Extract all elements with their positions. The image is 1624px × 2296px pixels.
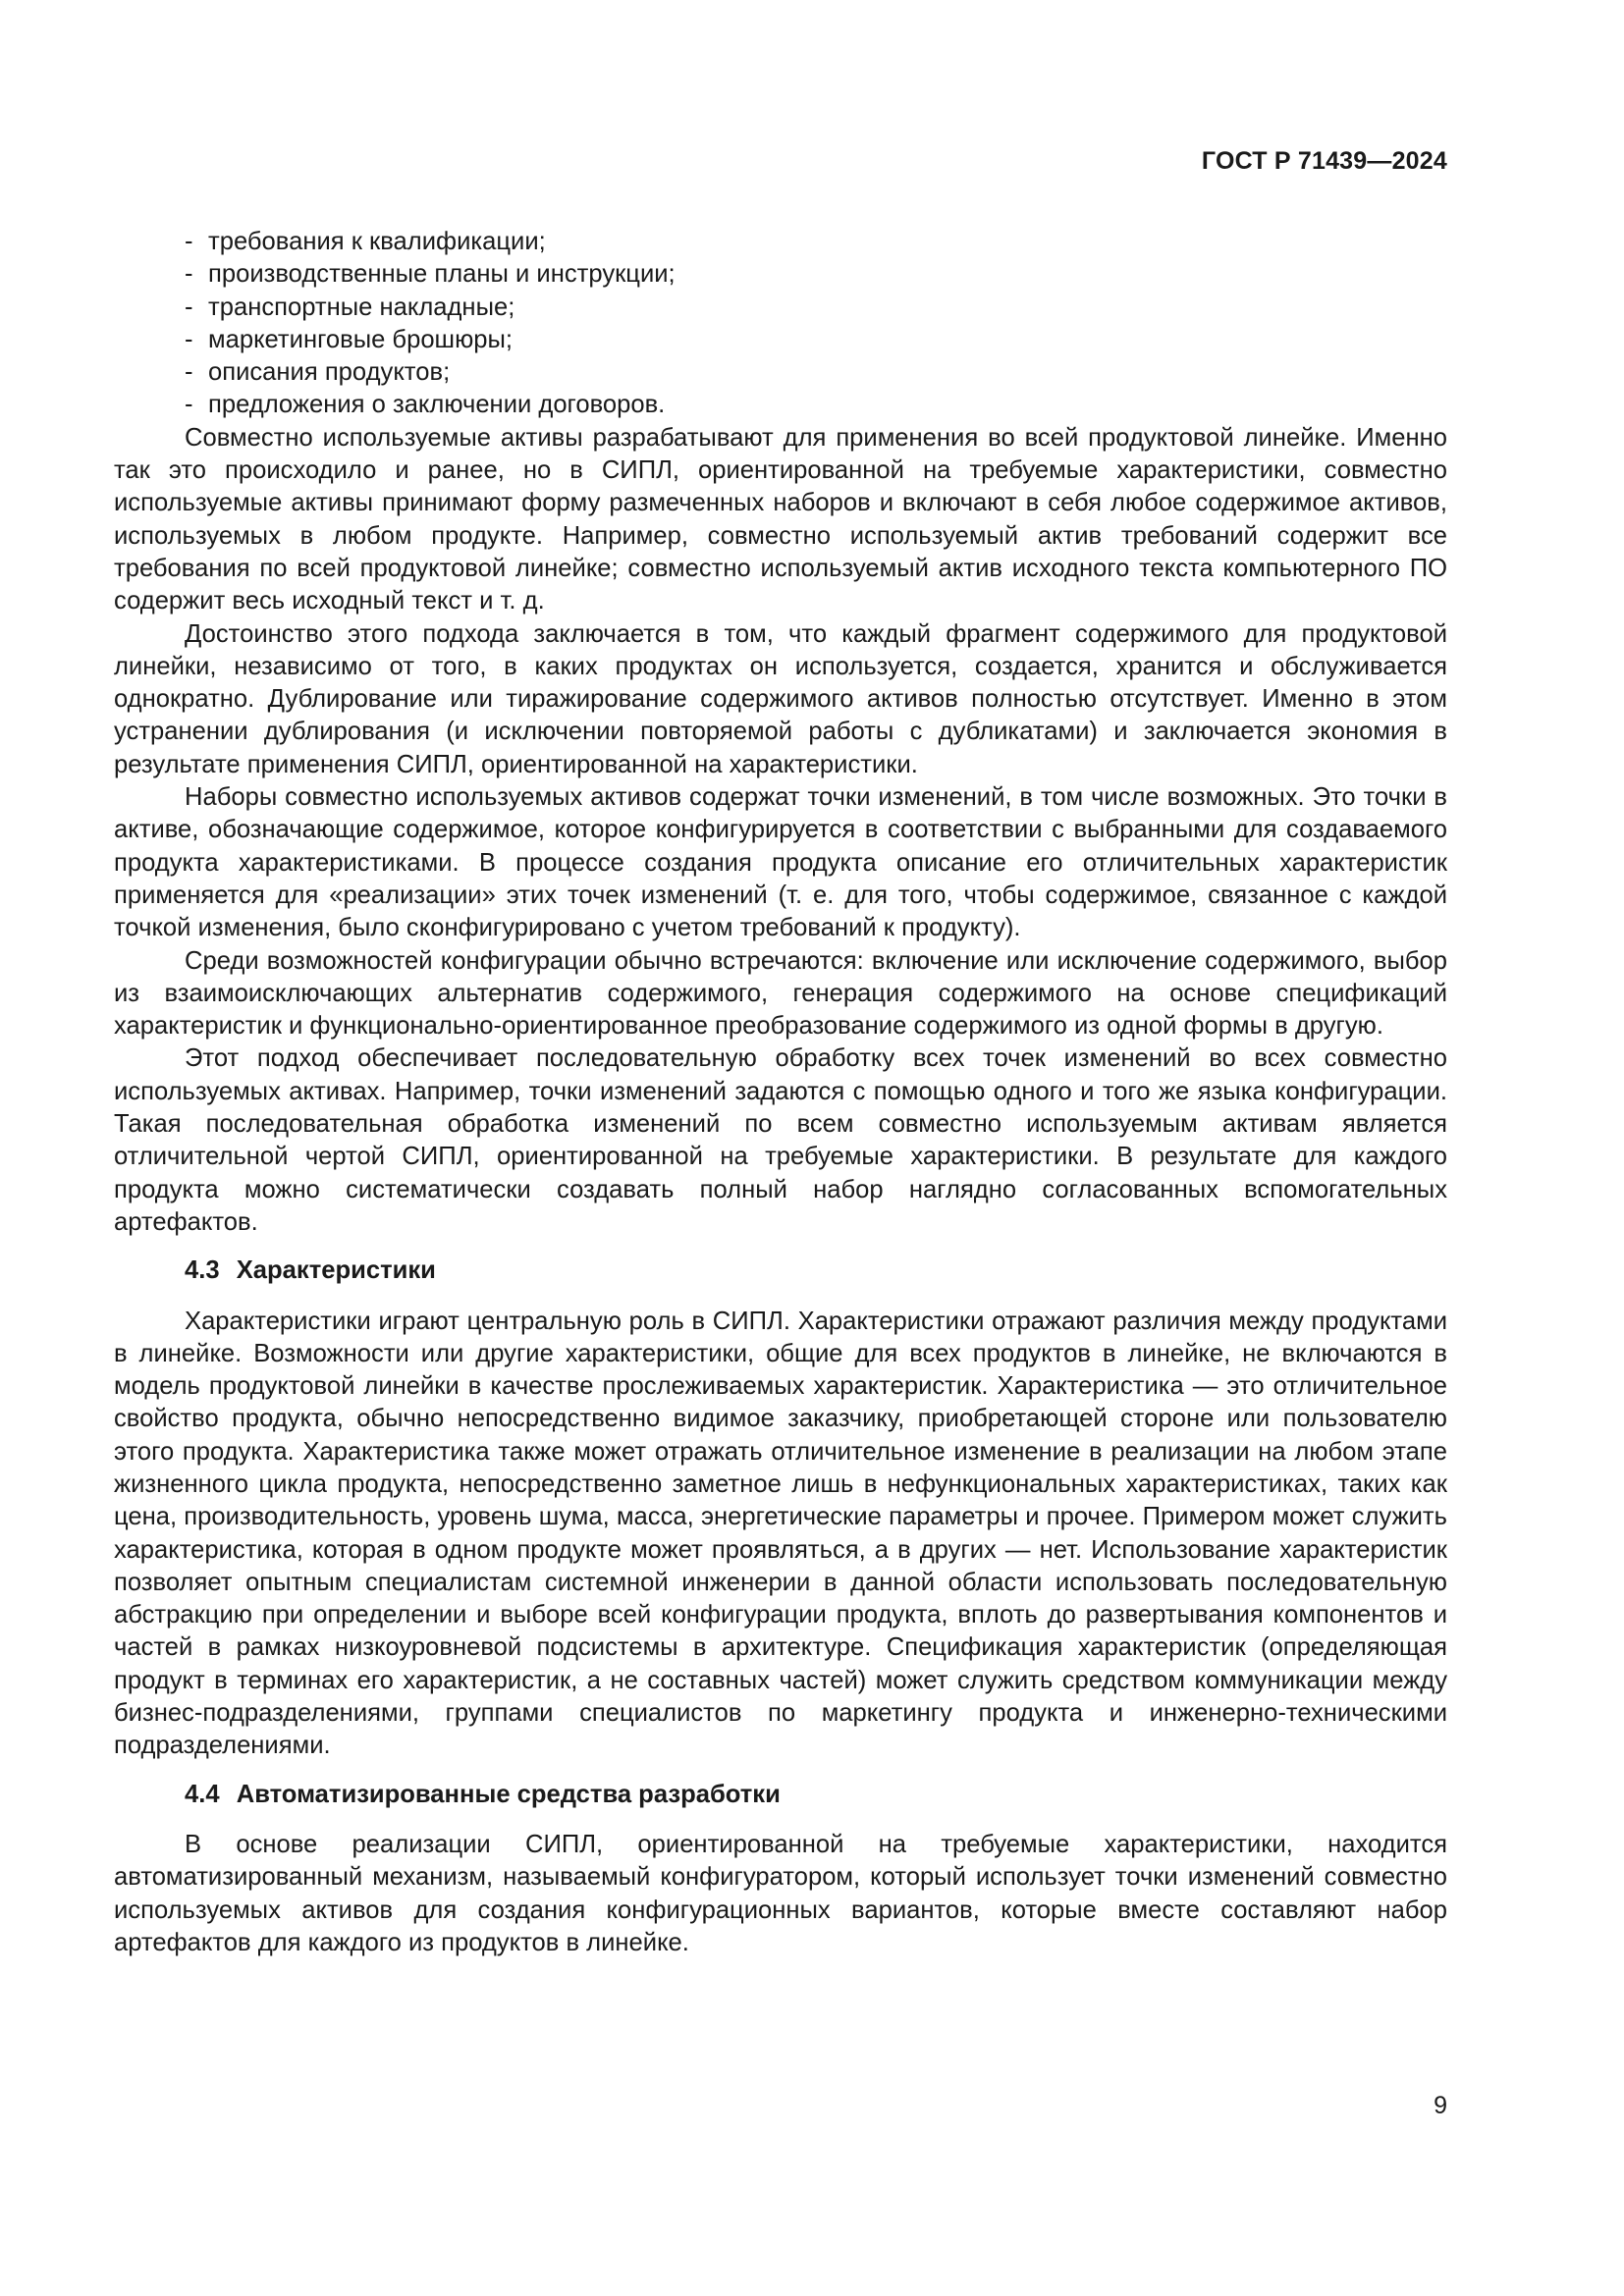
list-item	[114, 292, 1447, 324]
standard-id-header: ГОСТ Р 71439—2024	[1201, 147, 1447, 175]
paragraph-automation-tools: В основе реализации СИПЛ, ориентированной на требуемые характеристики, находится автоматизированный механизм, называемый конфигуратором, который использует точки изменений совместно используемых активов для создания конфигурационных вариантов, которые вместе составляют набор артефактов для каждого из продуктов в линейке.	[114, 1830, 1447, 1956]
paragraph-features: Характеристики играют центральную роль в СИПЛ. Характеристики отражают различия между продуктами в линейке. Возможности или другие характеристики, общие для всех продуктов в линейке, не включаются в модель продуктовой линейки в качестве прослеживаемых характеристик. Характеристика — это отличительное свойство продукта, обычно непосредственно видимое заказчику, приобретающей стороне или пользователю этого продукта. Характеристика также может отражать отличительное изменение в реализации на любом этапе жизненного цикла продукта, непосредственно заметное лишь в нефункциональных характеристиках, таких как цена, производительность, уровень шума, масса, энергетические параметры и прочее. Примером может служить характеристика, которая в одном продукте может проявляться, а в других — нет. Использование характеристик позволяет опытным специалистам системной инженерии в данной области использовать последовательную абстракцию при определении и выборе всей конфигурации продукта, вплоть до развертывания компонентов и частей в рамках низкоуровневой подсистемы в архитектуре. Спецификация характеристик (определяющая продукт в терминах его характеристик, а не составных частей) может служить средством коммуникации между бизнес-подразделениями, группами специалистов по маркетингу продукта и инженерно-техническими подразделениями.	[114, 1307, 1447, 1760]
list-item	[114, 356, 1447, 389]
list-item-text: описания продуктов;	[208, 358, 451, 387]
section-4-4-heading	[114, 1779, 1447, 1811]
list-dash: -	[185, 391, 193, 419]
list-item-text: требования к квалификации;	[208, 228, 546, 255]
paragraph-approach-advantage: Достоинство этого подхода заключается в том, что каждый фрагмент содержимого для продуктовой линейки, независимо от того, в каких продуктах он используется, создается, хранится и обслуживается однократно. Дублирование или тиражирование содержимого активов полностью отсутствует. Именно в этом устранении дублирования (и исключении повторяемой работы с дубликатами) и заключается экономия в результате применения СИПЛ, ориентированной на характеристики.	[114, 619, 1447, 778]
body-text	[114, 226, 1447, 1959]
list-item	[114, 226, 1447, 258]
section-number: 4.4	[185, 1780, 220, 1808]
paragraph-variation-points: Наборы совместно используемых активов содержат точки изменений, в том числе возможных. Это точки в активе, обозначающие содержимое, которое конфигурируется в соответствии с выбранными для создаваемого продукта характеристиками. В процессе создания продукта описание его отличительных характеристик применяется для «реализации» этих точек изменений (т. е. для того, чтобы содержимое, связанное с каждой точкой изменения, было сконфигурировано с учетом требований к продукту).	[114, 783, 1447, 942]
paragraph-configuration-options: Среди возможностей конфигурации обычно встречаются: включение или исключение содержимого, выбор из взаимоисключающих альтернатив содержимого, генерация содержимого на основе спецификаций характеристик и функционально-ориентированное преобразование содержимого из одной формы в другую.	[114, 946, 1447, 1041]
list-item-text: производственные планы и инструкции;	[208, 260, 676, 289]
list-item	[114, 389, 1447, 421]
list-item	[114, 324, 1447, 356]
list-dash: -	[185, 325, 193, 353]
list-dash: -	[185, 228, 193, 255]
section-title: Автоматизированные средства разработки	[236, 1780, 781, 1808]
list-dash: -	[185, 293, 193, 321]
requirements-list	[114, 226, 1447, 422]
section-4-3-heading	[114, 1255, 1447, 1287]
section-title: Характеристики	[236, 1256, 436, 1285]
paragraph-shared-assets: Совместно используемые активы разрабатывают для применения во всей продуктовой линейке. Именно так это происходило и ранее, но в СИПЛ, ориентированной на требуемые характеристики, совместно используемые активы принимают форму размеченных наборов и включают в себя любое содержимое активов, используемых в любом продукте. Например, совместно используемый актив требований содержит все требования по всей продуктовой линейке; совместно используемый актив исходного текста компьютерного ПО содержит весь исходный текст и т. д.	[114, 423, 1447, 615]
list-dash: -	[185, 358, 193, 387]
list-item-text: маркетинговые брошюры;	[208, 325, 514, 353]
list-dash: -	[185, 260, 193, 289]
list-item-text: транспортные накладные;	[208, 293, 515, 321]
page-number: 9	[1434, 2092, 1447, 2119]
section-number: 4.3	[185, 1256, 220, 1285]
list-item	[114, 258, 1447, 291]
paragraph-consistent-processing: Этот подход обеспечивает последовательную обработку всех точек изменений во всех совместно используемых активах. Например, точки изменений задаются с помощью одного и того же языка конфигурации. Такая последовательная обработка изменений по всем совместно используемым активам является отличительной чертой СИПЛ, ориентированной на требуемые характеристики. В результате для каждого продукта можно систематически создавать полный набор наглядно согласованных вспомогательных артефактов.	[114, 1044, 1447, 1236]
list-item-text: предложения о заключении договоров.	[208, 391, 666, 419]
